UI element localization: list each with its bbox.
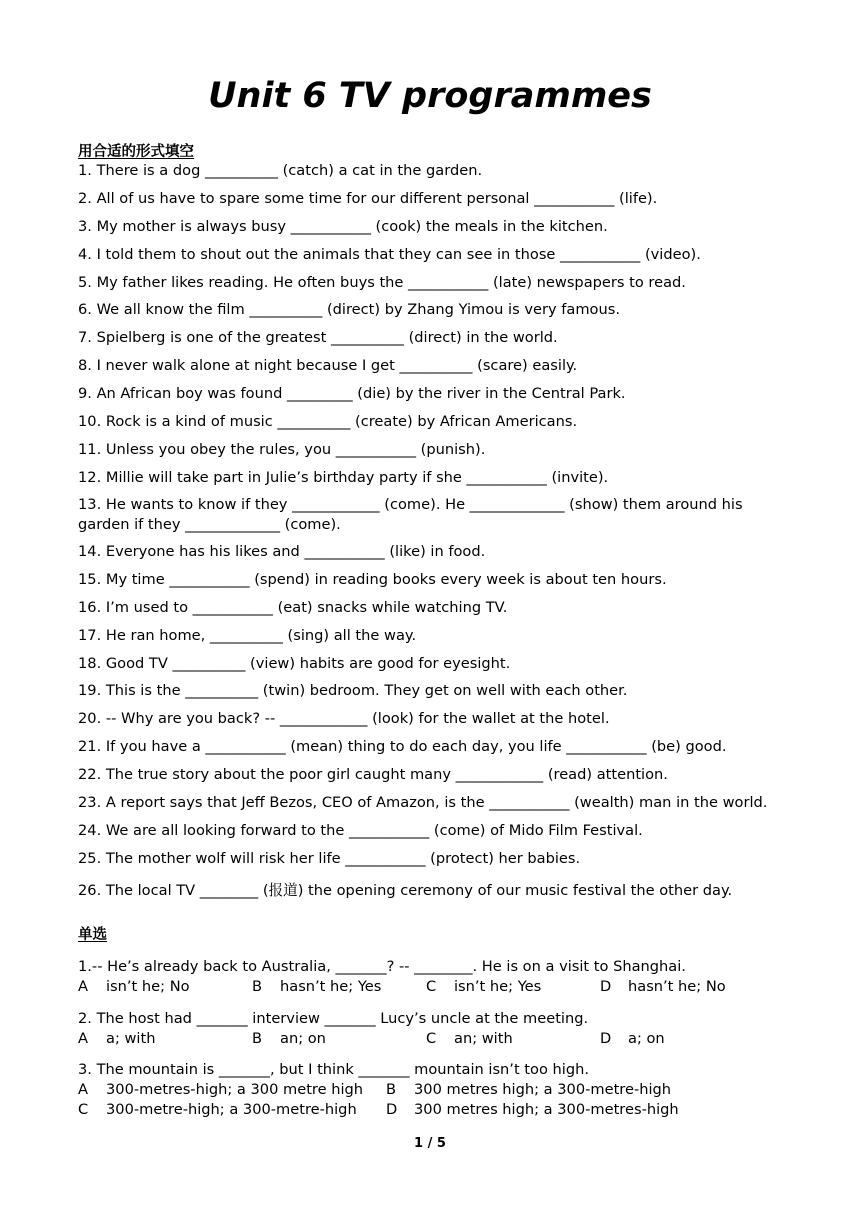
section-heading-fill-in: 用合适的形式填空 xyxy=(78,144,194,160)
exercise-item: 23. A report says that Jeff Bezos, CEO of Amazon, is the ___________ (wealth) man in the world. xyxy=(78,794,768,811)
option-row xyxy=(78,1080,798,1100)
exercise-item: 3. My mother is always busy ___________ (cook) the meals in the kitchen. xyxy=(78,218,608,235)
exercise-item: 8. I never walk alone at night because I get __________ (scare) easily. xyxy=(78,357,578,374)
exercise-item: 15. My time ___________ (spend) in reading books every week is about ten hours. xyxy=(78,571,667,588)
exercise-item: 10. Rock is a kind of music __________ (create) by African Americans. xyxy=(78,413,578,430)
section-heading-multiple-choice: 单选 xyxy=(78,927,107,943)
option-c: C isn’t he; Yes xyxy=(426,978,542,995)
exercise-item: 12. Millie will take part in Julie’s birthday party if she ___________ (invite). xyxy=(78,469,609,486)
option-c: C 300-metre-high; a 300-metre-high xyxy=(78,1101,357,1118)
question-block xyxy=(78,957,798,997)
exercise-item: 24. We are all looking forward to the ___________ (come) of Mido Film Festival. xyxy=(78,822,643,839)
question-stem: 2. The host had _______ interview _______ Lucy’s uncle at the meeting. xyxy=(78,1010,589,1027)
question-stem: 3. The mountain is _______, but I think _______ mountain isn’t too high. xyxy=(78,1061,589,1078)
exercise-item: 5. My father likes reading. He often buys the ___________ (late) newspapers to read. xyxy=(78,274,686,291)
exercise-item: 26. The local TV ________ (报道) the opening ceremony of our music festival the other day. xyxy=(78,882,733,899)
exercise-item: 13. He wants to know if they ____________ (come). He _____________ (show) them around his garden if they _____________ (come). xyxy=(78,496,743,533)
exercise-item: 16. I’m used to ___________ (eat) snacks while watching TV. xyxy=(78,599,508,616)
exercise-item: 11. Unless you obey the rules, you ___________ (punish). xyxy=(78,441,486,458)
page-title: Unit 6 TV programmes xyxy=(208,76,652,116)
option-d: D 300 metres high; a 300-metres-high xyxy=(386,1101,679,1118)
option-row xyxy=(78,977,798,997)
option-b: B hasn’t he; Yes xyxy=(252,978,382,995)
option-d: D hasn’t he; No xyxy=(600,978,726,995)
page-number: 1 / 5 xyxy=(414,1136,446,1151)
exercise-item: 17. He ran home, __________ (sing) all the way. xyxy=(78,627,417,644)
option-b: B 300 metres high; a 300-metre-high xyxy=(386,1081,672,1098)
exercise-item: 7. Spielberg is one of the greatest __________ (direct) in the world. xyxy=(78,329,558,346)
option-d: D a; on xyxy=(600,1030,665,1047)
question-block xyxy=(78,1009,798,1049)
option-row xyxy=(78,1029,798,1049)
exercise-item: 22. The true story about the poor girl caught many ____________ (read) attention. xyxy=(78,766,668,783)
option-row xyxy=(78,1100,798,1120)
option-a: A isn’t he; No xyxy=(78,978,190,995)
exercise-item: 20. -- Why are you back? -- ____________ (look) for the wallet at the hotel. xyxy=(78,710,610,727)
option-c: C an; with xyxy=(426,1030,513,1047)
question-stem: 1.-- He’s already back to Australia, _______? -- ________. He is on a visit to Shanghai. xyxy=(78,958,686,975)
exercise-item: 4. I told them to shout out the animals that they can see in those ___________ (video). xyxy=(78,246,701,263)
exercise-item: 21. If you have a ___________ (mean) thing to do each day, you life ___________ (be) good. xyxy=(78,738,727,755)
exercise-item: 25. The mother wolf will risk her life ___________ (protect) her babies. xyxy=(78,850,581,867)
exercise-item: 6. We all know the film __________ (direct) by Zhang Yimou is very famous. xyxy=(78,301,620,318)
option-a: A 300-metres-high; a 300 metre high xyxy=(78,1081,364,1098)
exercise-item: 9. An African boy was found _________ (die) by the river in the Central Park. xyxy=(78,385,626,402)
exercise-item: 2. All of us have to spare some time for our different personal ___________ (life). xyxy=(78,190,658,207)
exercise-item: 18. Good TV __________ (view) habits are good for eyesight. xyxy=(78,655,511,672)
option-a: A a; with xyxy=(78,1030,156,1047)
exercise-item: 1. There is a dog __________ (catch) a cat in the garden. xyxy=(78,162,483,179)
question-block xyxy=(78,1060,798,1120)
exercise-item: 14. Everyone has his likes and ___________ (like) in food. xyxy=(78,543,486,560)
exercise-item: 19. This is the __________ (twin) bedroom. They get on well with each other. xyxy=(78,682,628,699)
option-b: B an; on xyxy=(252,1030,326,1047)
